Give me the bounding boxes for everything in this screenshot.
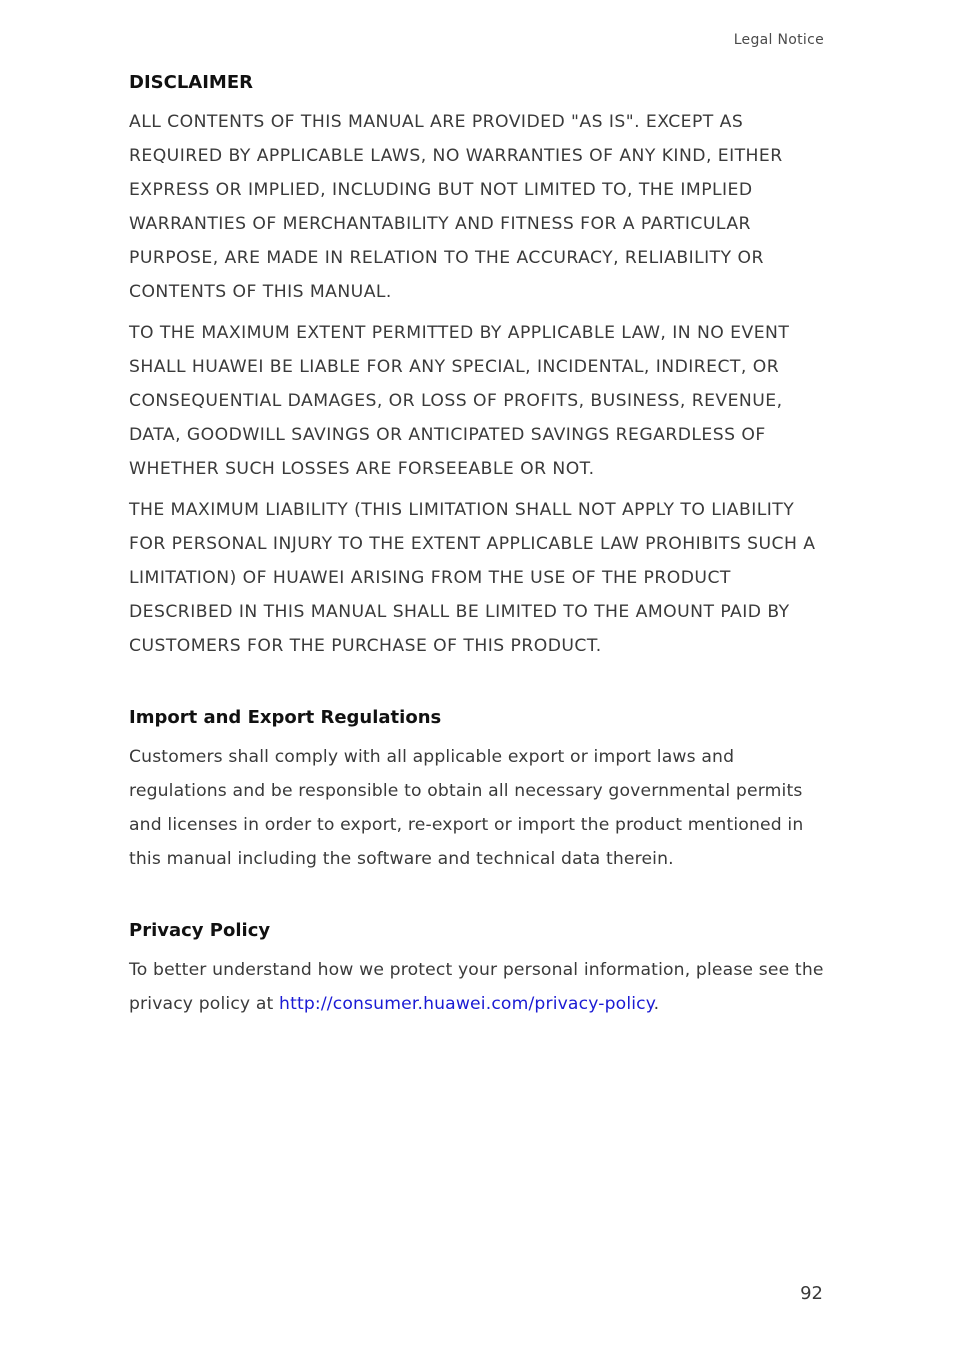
disclaimer-paragraph: ALL CONTENTS OF THIS MANUAL ARE PROVIDED "AS IS". EXCEPT AS REQUIRED BY APPLICABLE LAWS, NO WARRANTIES OF ANY KIND, EITHER EXPRESS OR IMPLIED, INCLUDING BUT NOT LIMITED TO, THE IMPLIED WARRANTIES OF MERCHANTABILITY AND FITNESS FOR A PARTICULAR PURPOSE, ARE MADE IN RELATION TO THE ACCURACY, RELIABILITY OR CONTENTS OF THIS MANUAL. <box>129 112 783 302</box>
page-content <box>129 70 829 1021</box>
privacy-heading: Privacy Policy <box>129 920 271 941</box>
import-export-section <box>129 705 829 876</box>
privacy-policy-link[interactable]: http://consumer.huawei.com/privacy-policy <box>279 994 654 1014</box>
disclaimer-section <box>129 70 829 663</box>
disclaimer-heading: DISCLAIMER <box>129 72 253 93</box>
import-export-heading: Import and Export Regulations <box>129 707 442 728</box>
privacy-section <box>129 918 829 1021</box>
running-header-label: Legal Notice <box>733 32 824 48</box>
import-export-paragraph: Customers shall comply with all applicable export or import laws and regulations and be responsible to obtain all necessary governmental permits and licenses in order to export, re-export or import the product mentioned in this manual including the software and technical data therein. <box>129 747 804 869</box>
disclaimer-paragraph: TO THE MAXIMUM EXTENT PERMITTED BY APPLICABLE LAW, IN NO EVENT SHALL HUAWEI BE LIABLE FOR ANY SPECIAL, INCIDENTAL, INDIRECT, OR CONSEQUENTIAL DAMAGES, OR LOSS OF PROFITS, BUSINESS, REVENUE, DATA, GOODWILL SAVINGS OR ANTICIPATED SAVINGS REGARDLESS OF WHETHER SUCH LOSSES ARE FORSEEABLE OR NOT. <box>129 323 790 479</box>
page-number: 92 <box>800 1283 823 1304</box>
privacy-text: To better understand how we protect your personal information, please see the privacy policy at <box>129 960 824 1014</box>
privacy-text-end: . <box>653 994 660 1014</box>
privacy-paragraph <box>129 953 829 1021</box>
disclaimer-paragraph: THE MAXIMUM LIABILITY (THIS LIMITATION SHALL NOT APPLY TO LIABILITY FOR PERSONAL INJURY TO THE EXTENT APPLICABLE LAW PROHIBITS SUCH A LIMITATION) OF HUAWEI ARISING FROM THE USE OF THE PRODUCT DESCRIBED IN THIS MANUAL SHALL BE LIMITED TO THE AMOUNT PAID BY CUSTOMERS FOR THE PURCHASE OF THIS PRODUCT. <box>129 500 816 656</box>
